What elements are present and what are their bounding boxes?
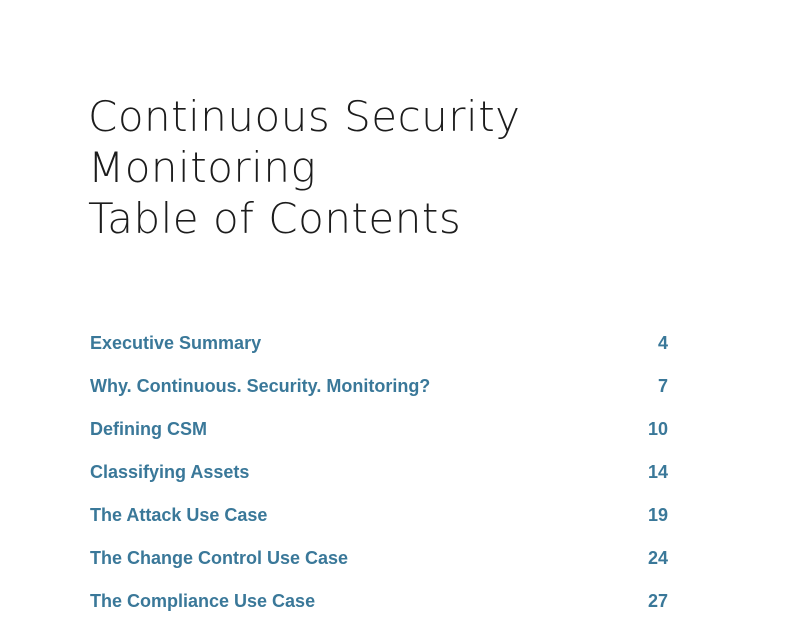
toc-entry-page-number: 24: [647, 548, 668, 568]
toc-entry-executive-summary[interactable]: [90, 333, 668, 376]
toc-entry-page-number: 4: [657, 333, 668, 353]
title-line-1: Continuous Security: [88, 92, 521, 141]
toc-entry-page-number: 14: [647, 462, 668, 482]
toc-entry-page-number: 10: [647, 419, 668, 439]
toc-entry-change-control-use-case[interactable]: [90, 548, 668, 591]
toc-entry-label: Executive Summary: [90, 333, 262, 353]
title-line-3: Table of Contents: [88, 194, 462, 243]
toc-entry-page-number: 19: [647, 505, 668, 525]
toc-entry-why-csm[interactable]: [90, 376, 668, 419]
toc-entry-classifying-assets[interactable]: [90, 462, 668, 505]
toc-entry-page-number: 7: [657, 376, 668, 396]
toc-entry-label: The Compliance Use Case: [90, 591, 316, 611]
toc-entry-label: The Change Control Use Case: [90, 548, 349, 568]
toc-entry-defining-csm[interactable]: [90, 419, 668, 462]
toc-entry-page-number: 27: [647, 591, 668, 611]
toc-entry-label: Classifying Assets: [90, 462, 250, 482]
toc-entry-label: Why. Continuous. Security. Monitoring?: [90, 376, 431, 396]
toc-entry-label: The Attack Use Case: [90, 505, 268, 525]
toc-entry-label: Defining CSM: [90, 419, 207, 439]
table-of-contents: [90, 333, 668, 634]
toc-entry-compliance-use-case[interactable]: [90, 591, 668, 634]
page-title: [88, 91, 521, 244]
title-line-2: Monitoring: [88, 143, 317, 192]
toc-entry-attack-use-case[interactable]: [90, 505, 668, 548]
